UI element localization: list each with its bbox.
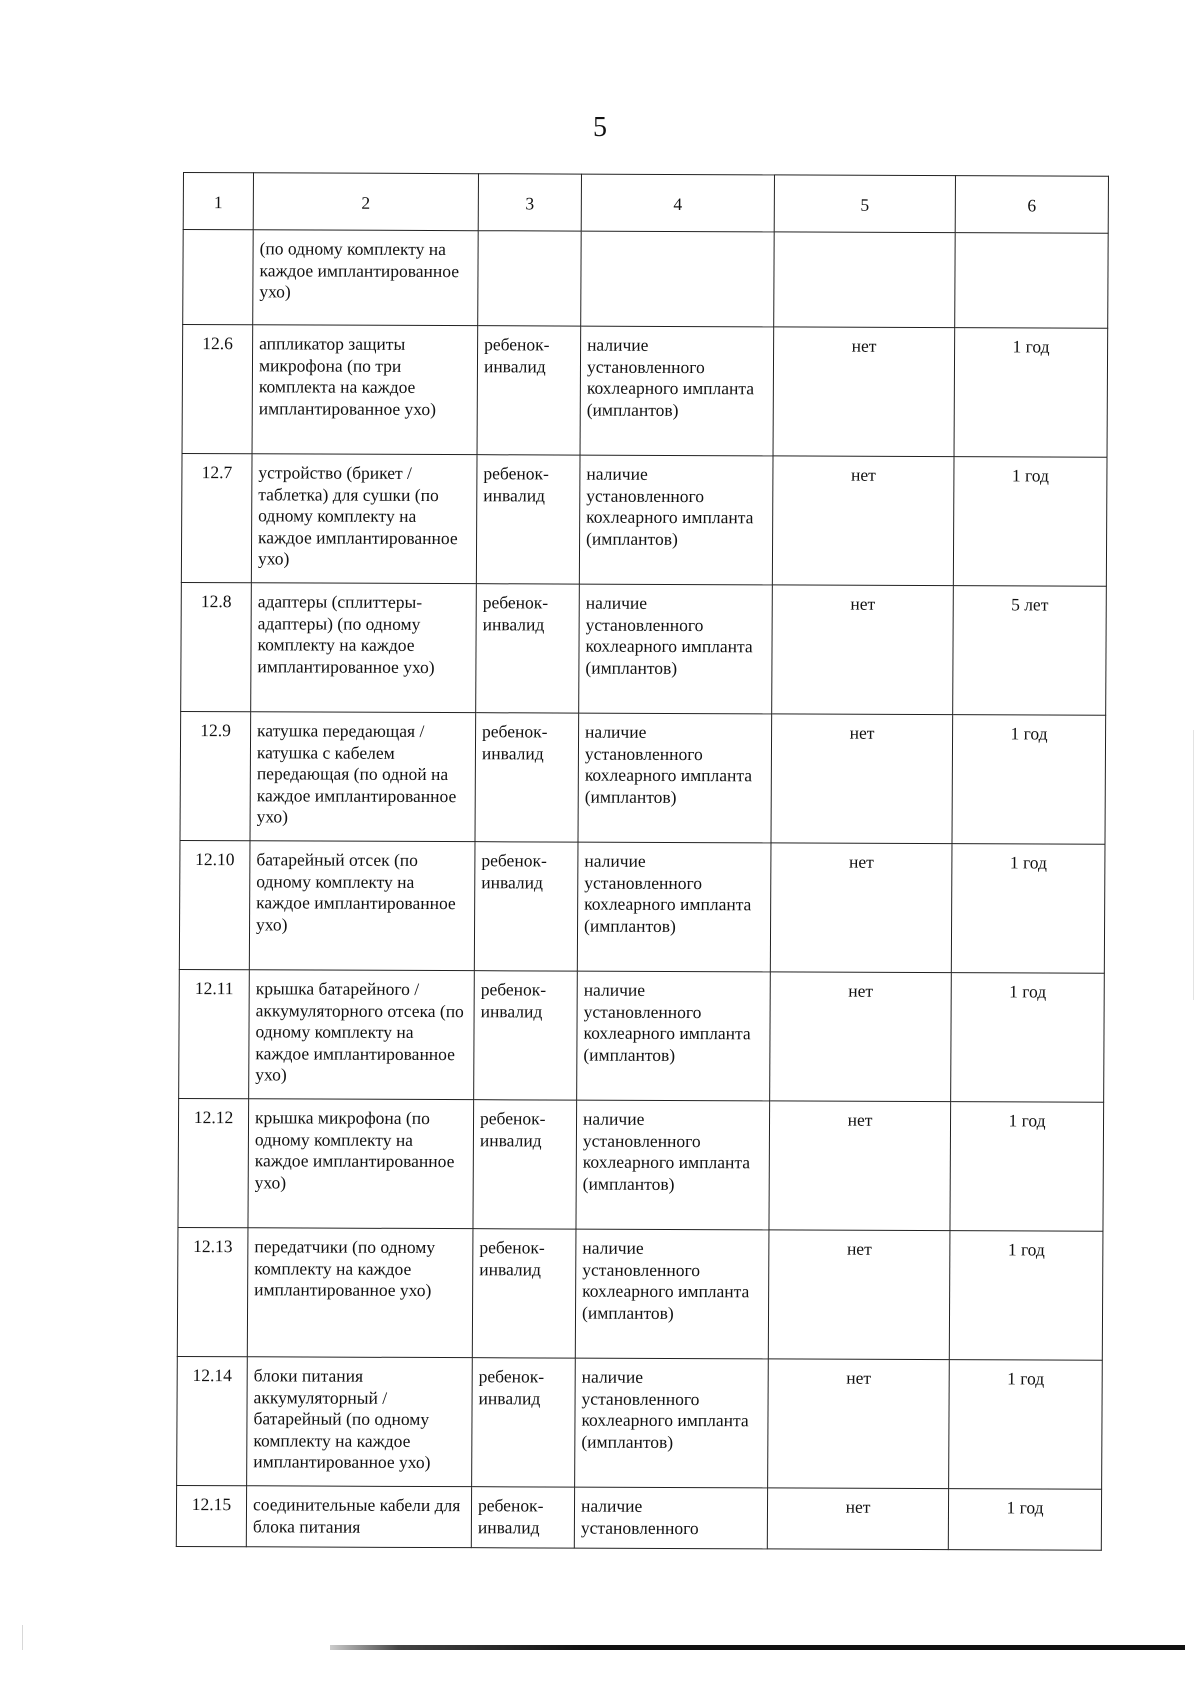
table-row [176, 1485, 1101, 1550]
condition-cell: наличие установленного кохлеарного импланта (имплантов) [576, 1100, 770, 1230]
condition-cell: наличие установленного кохлеарного импланта (имплантов) [578, 713, 772, 843]
table-row [182, 325, 1108, 458]
category-cell [478, 231, 581, 326]
period-cell: 1 год [951, 973, 1105, 1103]
table-row [177, 1356, 1103, 1489]
category-cell: ребенок-инвалид [475, 713, 579, 842]
period-cell: 1 год [948, 1489, 1101, 1551]
period-cell: 1 год [949, 1360, 1103, 1490]
category-cell: ребенок-инвалид [474, 971, 578, 1100]
row-number-cell: 12.8 [181, 582, 252, 711]
category-cell: ребенок-инвалид [472, 1229, 576, 1358]
row-number-cell: 12.6 [182, 325, 253, 454]
item-cell: блоки питания аккумуляторный / батарейный (по одному комплекту на каждое имплантированное ухо) [247, 1357, 473, 1487]
item-cell: соединительные кабели для блока питания [246, 1486, 471, 1548]
page-number: 5 [593, 112, 607, 143]
header-cell: 3 [478, 174, 581, 231]
condition-cell: наличие установленного кохлеарного импланта (имплантов) [575, 1358, 769, 1488]
table-row-continuation [183, 230, 1108, 329]
table-row [179, 840, 1105, 973]
period-cell: 1 год [949, 1231, 1103, 1361]
category-cell: ребенок-инвалид [474, 842, 578, 971]
period-cell [955, 233, 1108, 329]
table-body [176, 325, 1107, 1551]
header-cell: 4 [581, 174, 774, 232]
period-cell: 1 год [954, 328, 1108, 458]
col5-cell: нет [770, 843, 952, 973]
col5-cell: нет [768, 1359, 950, 1489]
scan-edge-mark [1193, 730, 1194, 1000]
period-cell: 1 год [953, 457, 1107, 587]
condition-cell: наличие установленного кохлеарного импланта (имплантов) [580, 326, 774, 456]
table-row [178, 1098, 1104, 1231]
item-cell: крышка микрофона (по одному комплекту на каждое имплантированное ухо) [248, 1099, 474, 1229]
row-number-cell: 12.7 [181, 453, 252, 582]
row-number-cell: 12.10 [179, 840, 250, 969]
row-number-cell [183, 230, 253, 325]
header-cell: 6 [955, 176, 1108, 234]
table-row [181, 453, 1107, 586]
col5-cell: нет [769, 1101, 951, 1231]
category-cell: ребенок-инвалид [476, 584, 580, 713]
table-row [177, 1227, 1103, 1360]
item-cell: катушка передающая / катушка с кабелем передающая (по одной на каждое имплантированное ухо) [250, 712, 476, 842]
header-cell: 5 [774, 175, 955, 233]
col5-cell: нет [768, 1230, 950, 1360]
category-cell: ребенок-инвалид [472, 1358, 576, 1487]
period-cell: 1 год [950, 1102, 1104, 1232]
row-number-cell: 12.9 [180, 711, 251, 840]
condition-cell: наличие установленного [574, 1487, 767, 1549]
col5-cell: нет [772, 456, 954, 586]
table-header-row [183, 173, 1108, 234]
item-cell: (по одному комплекту на каждое имплантированное ухо) [253, 230, 478, 326]
header-cell: 1 [183, 173, 253, 230]
condition-cell: наличие установленного кохлеарного импланта (имплантов) [575, 1229, 769, 1359]
col5-cell [774, 232, 955, 328]
requirements-table [176, 172, 1109, 1551]
condition-cell: наличие установленного кохлеарного импланта (имплантов) [577, 842, 771, 972]
category-cell: ребенок-инвалид [476, 455, 580, 584]
col5-cell: нет [773, 327, 955, 457]
table-row [179, 969, 1105, 1102]
header-cell: 2 [253, 173, 478, 231]
table-row [180, 711, 1106, 844]
condition-cell: наличие установленного кохлеарного импланта (имплантов) [579, 584, 773, 714]
col5-cell: нет [770, 972, 952, 1102]
period-cell: 1 год [951, 844, 1105, 974]
item-cell: передатчики (по одному комплекту на каждое имплантированное ухо) [247, 1228, 473, 1358]
category-cell: ребенок-инвалид [477, 326, 581, 455]
scan-edge-mark [22, 1625, 23, 1650]
row-number-cell: 12.12 [178, 1098, 249, 1227]
condition-cell: наличие установленного кохлеарного импланта (имплантов) [579, 455, 773, 585]
table-row [181, 582, 1107, 715]
col5-cell: нет [771, 714, 953, 844]
item-cell: устройство (брикет / таблетка) для сушки (по одному комплекту на каждое имплантированное ухо) [251, 454, 477, 584]
col5-cell: нет [767, 1488, 948, 1550]
row-number-cell: 12.11 [179, 969, 250, 1098]
category-cell: ребенок-инвалид [473, 1100, 577, 1229]
item-cell: крышка батарейного / аккумуляторного отсека (по одному комплекту на каждое имплантированное ухо) [249, 970, 475, 1100]
item-cell: адаптеры (сплиттеры-адаптеры) (по одному комплекту на каждое имплантированное ухо) [251, 583, 477, 713]
row-number-cell: 12.15 [176, 1485, 246, 1546]
period-cell: 1 год [952, 715, 1106, 845]
period-cell: 5 лет [953, 586, 1107, 716]
row-number-cell: 12.13 [177, 1227, 248, 1356]
col5-cell: нет [772, 585, 954, 715]
bottom-scan-line [330, 1645, 1185, 1650]
item-cell: батарейный отсек (по одному комплекту на каждое имплантированное ухо) [249, 841, 475, 971]
row-number-cell: 12.14 [177, 1356, 248, 1485]
item-cell: аппликатор защиты микрофона (по три комплекта на каждое имплантированное ухо) [252, 325, 478, 455]
category-cell: ребенок-инвалид [471, 1487, 574, 1548]
condition-cell: наличие установленного кохлеарного импланта (имплантов) [577, 971, 771, 1101]
condition-cell [581, 231, 774, 327]
